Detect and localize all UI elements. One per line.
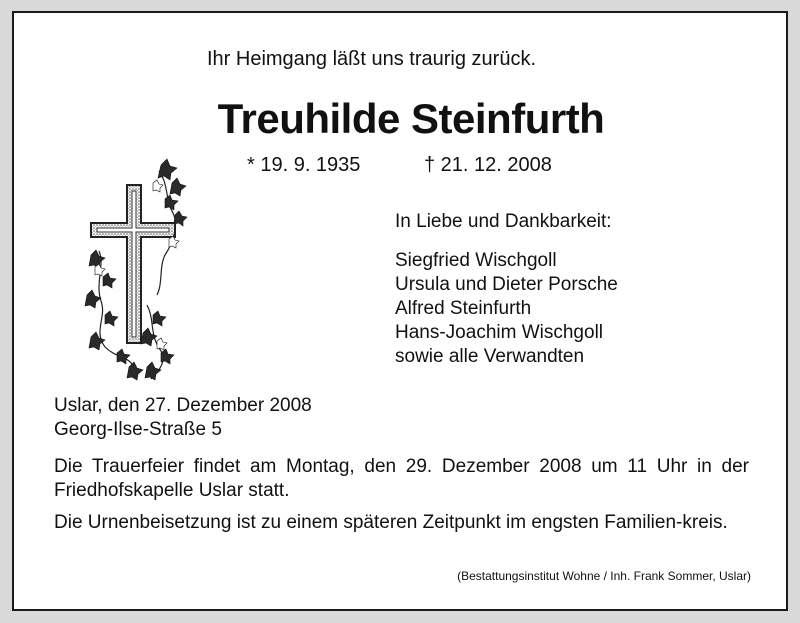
burial-paragraph: Die Urnenbeisetzung ist zu einem späteren Zeitpunkt im engsten Familien-kreis. bbox=[54, 512, 728, 533]
mourner-name: sowie alle Verwandten bbox=[395, 346, 585, 367]
mourner-name: Alfred Steinfurth bbox=[395, 298, 532, 319]
birth-date: * 19. 9. 1935 bbox=[247, 154, 361, 176]
ceremony-paragraph: Die Trauerfeier findet am Montag, den 29. Dezember 2008 um 11 Uhr in der Friedhofskapelle Uslar statt. bbox=[54, 456, 749, 501]
motto-text: Ihr Heimgang läßt uns traurig zurück. bbox=[206, 48, 537, 70]
obituary-notice bbox=[12, 11, 788, 611]
street-address: Georg-Ilse-Straße 5 bbox=[54, 419, 222, 440]
mourners-list bbox=[395, 249, 618, 369]
place-and-date: Uslar, den 27. Dezember 2008 bbox=[54, 395, 312, 416]
death-date: † 21. 12. 2008 bbox=[424, 154, 552, 176]
undertaker-credit: (Bestattungsinstitut Wohne / Inh. Frank Sommer, Uslar) bbox=[457, 569, 751, 583]
mourner-name: Hans-Joachim Wischgoll bbox=[395, 322, 604, 343]
mourner-name: Siegfried Wischgoll bbox=[395, 250, 557, 271]
mourner-name: Ursula und Dieter Porsche bbox=[395, 274, 618, 295]
deceased-name: Treuhilde Steinfurth bbox=[217, 95, 605, 142]
cross-with-ivy-icon bbox=[69, 155, 199, 385]
dedication-line: In Liebe und Dankbarkeit: bbox=[395, 211, 612, 232]
